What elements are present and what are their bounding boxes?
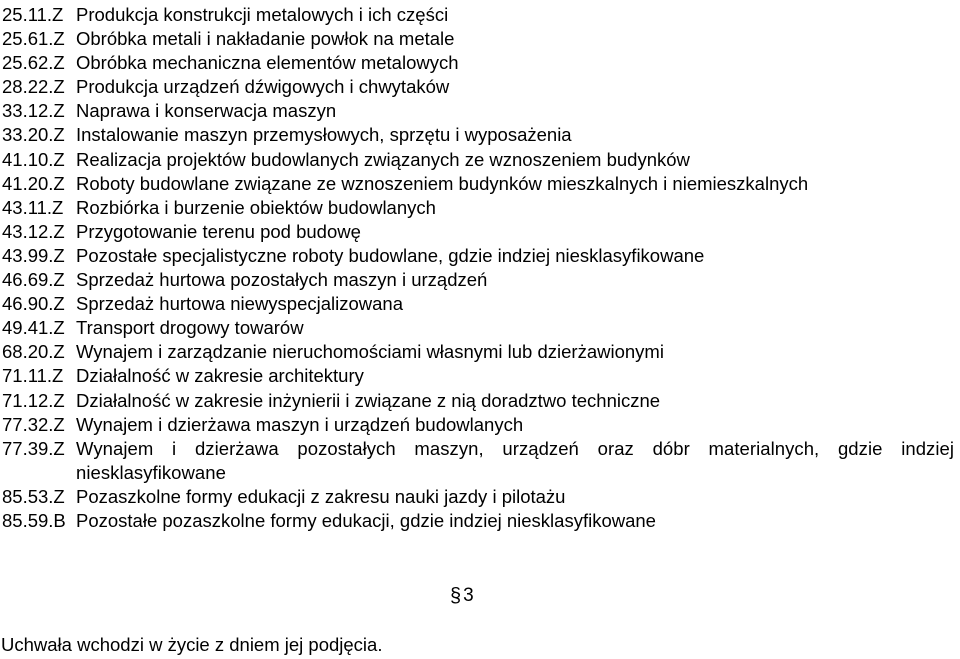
activity-description: Naprawa i konserwacja maszyn: [76, 100, 337, 122]
section-symbol: §: [450, 585, 462, 607]
activity-code: 25.11.Z: [2, 4, 64, 25]
activity-code: 85.59.B: [2, 509, 66, 531]
list-item: [2, 244, 954, 268]
activity-code: 43.11.Z: [2, 196, 64, 218]
activity-description: Wynajem i zarządzanie nieruchomościami własnymi lub dzierżawionymi: [76, 341, 664, 363]
list-item: [2, 51, 954, 75]
activity-description: Roboty budowlane związane ze wznoszeniem budynków mieszkalnych i niemieszkalnych: [76, 172, 809, 194]
activity-code: 77.39.Z: [2, 437, 65, 459]
pkd-activity-list: [2, 3, 954, 533]
activity-description: Pozostałe pozaszkolne formy edukacji, gdzie indziej niesklasyfikowane: [76, 509, 656, 531]
list-item: [2, 389, 954, 413]
activity-description: Wynajem i dzierżawa maszyn i urządzeń budowlanych: [76, 413, 524, 435]
activity-description: Instalowanie maszyn przemysłowych, sprzętu i wyposażenia: [76, 124, 572, 146]
activity-description: Rozbiórka i burzenie obiektów budowlanych: [76, 196, 436, 218]
activity-description: Realizacja projektów budowlanych związanych ze wznoszeniem budynków: [76, 148, 690, 170]
activity-description: Działalność w zakresie architektury: [76, 365, 364, 387]
activity-code: 25.62.Z: [2, 52, 65, 74]
list-item: [2, 509, 954, 533]
list-item: [2, 340, 954, 364]
activity-description: Obróbka metali i nakładanie powłok na metale: [76, 28, 455, 50]
list-item: [2, 123, 954, 147]
activity-code: 46.90.Z: [2, 293, 65, 315]
activity-description: Pozostałe specjalistyczne roboty budowlane, gdzie indziej niesklasyfikowane: [76, 244, 705, 266]
list-item: [2, 364, 954, 388]
activity-code: 43.12.Z: [2, 220, 65, 242]
activity-description: Pozaszkolne formy edukacji z zakresu nauki jazdy i pilotażu: [76, 485, 566, 507]
activity-code: 33.12.Z: [2, 100, 65, 122]
list-item: [2, 485, 954, 509]
activity-code: 41.10.Z: [2, 148, 65, 170]
list-item: [2, 148, 954, 172]
section-heading: [450, 584, 474, 608]
list-item: [2, 75, 954, 99]
activity-code: 43.99.Z: [2, 244, 65, 266]
activity-description: Obróbka mechaniczna elementów metalowych: [76, 52, 459, 74]
activity-description: Produkcja konstrukcji metalowych i ich części: [76, 4, 449, 25]
list-item: [2, 220, 954, 244]
activity-code: 85.53.Z: [2, 485, 65, 507]
activity-description: Działalność w zakresie inżynierii i związane z nią doradztwo techniczne: [76, 389, 661, 411]
activity-code: 41.20.Z: [2, 172, 65, 194]
list-item: [2, 413, 954, 437]
activity-code: 71.11.Z: [2, 365, 64, 387]
closing-statement: Uchwała wchodzi w życie z dniem jej podjęcia.: [1, 634, 383, 655]
activity-description: Transport drogowy towarów: [76, 317, 304, 339]
activity-description: Sprzedaż hurtowa pozostałych maszyn i urządzeń: [76, 269, 488, 291]
activity-code: 49.41.Z: [2, 317, 65, 339]
list-item: [2, 316, 954, 340]
list-item: [2, 437, 954, 485]
activity-description: Wynajem i dzierżawa pozostałych maszyn, urządzeń oraz dóbr materialnych, gdzie indziej niesklasyfikowane: [76, 437, 954, 483]
activity-description: Produkcja urządzeń dźwigowych i chwytaków: [76, 76, 450, 98]
activity-code: 68.20.Z: [2, 341, 65, 363]
list-item: [2, 172, 954, 196]
list-item: [2, 268, 954, 292]
list-item: [2, 3, 954, 27]
list-item: [2, 196, 954, 220]
activity-code: 28.22.Z: [2, 76, 65, 98]
section-number: 3: [463, 585, 474, 606]
activity-code: 46.69.Z: [2, 269, 65, 291]
activity-code: 25.61.Z: [2, 28, 65, 50]
list-item: [2, 27, 954, 51]
activity-description: Sprzedaż hurtowa niewyspecjalizowana: [76, 293, 404, 315]
list-item: [2, 99, 954, 123]
activity-code: 33.20.Z: [2, 124, 65, 146]
list-item: [2, 292, 954, 316]
activity-code: 77.32.Z: [2, 413, 65, 435]
activity-code: 71.12.Z: [2, 389, 65, 411]
activity-description: Przygotowanie terenu pod budowę: [76, 220, 361, 242]
